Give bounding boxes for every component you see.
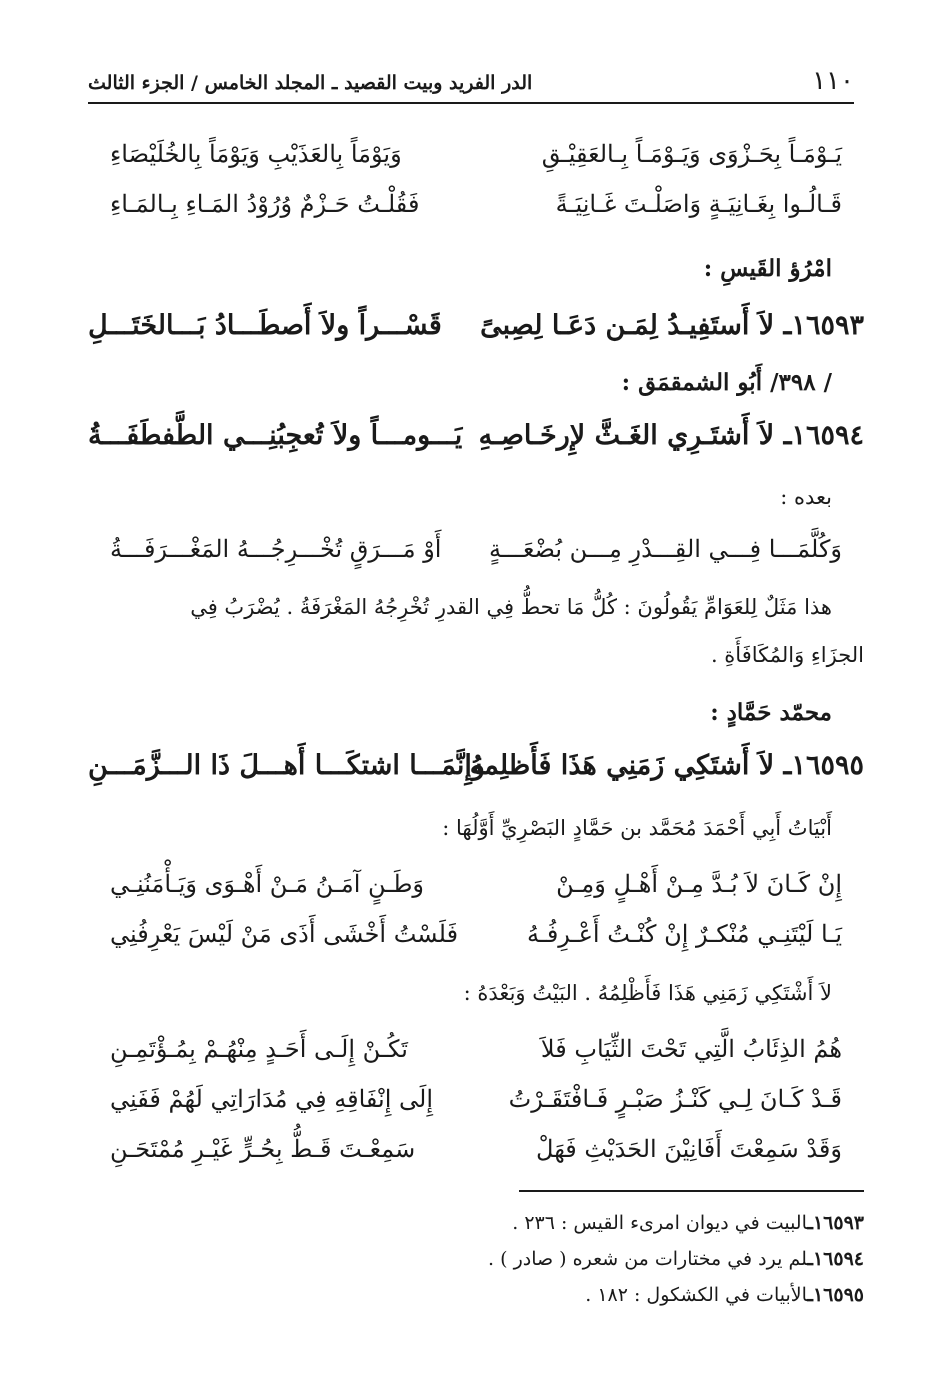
verse-first-hemistich: قَـالُـوا بِغَـانِيَـةٍ وَاصَلْـتَ غَـانِيَـةً [555, 190, 842, 218]
verse-second-hemistich: إِلَى إِنْفَاقِهِ فِي مُدَارَاتِي لَهُمْ فَفَنِي [110, 1085, 434, 1113]
after-label: بعده : [780, 485, 832, 509]
poet-name: محمّد حَمَّادٍ : [710, 699, 832, 726]
footnote [512, 1212, 864, 1234]
footnote [488, 1248, 864, 1270]
verse-first-hemistich: هُمُ الذِئَابُ الَّتِي تَحْتَ الثِّيَابِ فَلاَ [540, 1035, 842, 1063]
footnote-text: الأبيات في الكشكول : ١٨٢ . [585, 1284, 808, 1306]
verse-first-hemistich: وَقَدْ سَمِعْتَ أَفَانِيْنَ الحَدَيْثِ فَهَلْ [536, 1135, 842, 1163]
footnote-number: ١٦٥٩٥ـ [807, 1284, 864, 1306]
footnote [585, 1284, 864, 1306]
page-header [88, 66, 854, 104]
citation-line: لاَ أَشْتَكِي زَمَنِي هَذَا فَأَظْلِمُهُ . البَيْتُ وَبَعْدَهُ : [463, 981, 832, 1005]
verse-first-hemistich: قَـدْ كَـانَ لِـي كَنْـزُ صَبْـرٍ فَـافْتَقَـرْتُ [508, 1085, 842, 1113]
verse-line [110, 870, 842, 910]
verse-second-hemistich: يَـــومـــاً ولاَ تُعجِبُنِـــي الطَّفطَفَـــةُ [88, 420, 463, 451]
verse-second-hemistich: تَكُـنْ إِلَـى أَحَـدٍ مِنْهُـمْ بِمُـؤْتَمِـنِ [110, 1035, 408, 1063]
verse-first-hemistich: وَكُلَّمَـــا فِـــي القِـــدْرِ مِـــن بُضْعَـــةٍ [489, 535, 842, 563]
verse-first-hemistich: يَـوْمَـاً بِحَـزْوَى وَيَـوْمَـاً بِـالعَقِيْـقِ [541, 140, 842, 168]
footnote-text: البيت في ديوان امرىء القيس : ٢٣٦ . [512, 1212, 808, 1234]
verse-line [110, 140, 842, 180]
poet-name: / ٣٩٨/ أَبُو الشمقمَق : [621, 369, 832, 396]
verse-line [110, 535, 842, 575]
verse-16593 [88, 310, 864, 350]
verse-first-hemistich: ١٦٥٩٣ـ لاَ أَستَفِيـدُ لِمَـن دَعَـا لِصِبىً [480, 310, 864, 341]
verse-16595 [88, 750, 864, 790]
prose-line: هذا مَثَلٌ لِلعَوَامِّ يَقُولُونَ : كُلُّ مَا تحطُّ فِي القدرِ تُخْرِجُهُ المَغْرَفَةُ . يُضْرَبُ فِي [190, 595, 832, 619]
verse-second-hemistich: سَمِعْـتَ قَـطُّ بِحُـرٍّ غَيْـرِ مُمْتَحَـنِ [110, 1135, 416, 1163]
verse-second-hemistich: أَوْ مَـــرَقٍ تُخْـــرِجُـــهُ المَغْـــرَفَـــةُ [110, 535, 442, 563]
verse-first-hemistich: يَـا لَيْتَنِـي مُنْكـرٌ إِنْ كُنْـتُ أَعْـرِفُـهُ [526, 920, 842, 948]
verse-first-hemistich: إِنْ كَـانَ لاَ بُـدَّ مِـنْ أَهْـلٍ وَمِـنْ [556, 870, 842, 898]
footnote-number: ١٦٥٩٣ـ [807, 1212, 864, 1234]
footnote-text: لم يرد في مختارات من شعره ( صادر ) . [488, 1248, 808, 1270]
poet-name: امْرُؤ القَيسِ : [703, 255, 832, 282]
page-number: ١١٠ [812, 66, 854, 96]
verse-16594 [88, 420, 864, 460]
verse-line [110, 190, 842, 230]
verse-first-hemistich: ١٦٥٩٥ـ لاَ أَشتَكِي زَمَنِي هَذَا فَأَظلِمهُ [469, 750, 864, 781]
verse-second-hemistich: وَيَوْمَاً بِالعَذَيْبِ وَيَوْمَاً بِالخُلَيْصَاءِ [110, 140, 402, 168]
verse-first-hemistich: ١٦٥٩٤ـ لاَ أَشتَـرِي الغَـثَّ لإِرخَـاصِـهِ [478, 420, 864, 451]
verse-second-hemistich: وَطَـنٍ آمَـنُ مَـنْ أَهْـوَى وَيَـأْمَنُنِـي [110, 870, 425, 898]
intro-line: أَبْيَاتُ أَبِي أَحْمَدَ مُحَمَّد بن حَمَّادٍ البَصْرِيِّ أَوَّلُهَا : [442, 816, 832, 840]
footnote-number: ١٦٥٩٤ـ [807, 1248, 864, 1270]
prose-line: الجزَاءِ وَالمُكَافَأَةِ . [710, 643, 864, 667]
verse-second-hemistich: قَسْـــراً ولاَ أَصطَـــادُ بَـــالخَتَـــلِ [88, 310, 442, 341]
verse-line [110, 1035, 842, 1075]
verse-line [110, 920, 842, 960]
verse-line [110, 1135, 842, 1175]
verse-line [110, 1085, 842, 1125]
verse-second-hemistich: وإِنَّمَـــا اشتكَـــا أَهـــلَ ذَا الـــزَّمَـــنِ [88, 750, 485, 781]
footnote-separator [519, 1190, 864, 1192]
verse-second-hemistich: فَقُلْـتُ حَـزْمٌ وُرُوْدُ المَـاءِ بِـالمَـاءِ [110, 190, 420, 218]
verse-second-hemistich: فَلَسْتُ أَخْشَى أَذَى مَنْ لَيْسَ يَعْرِفُنِي [110, 920, 459, 948]
running-head: الدر الفريد وبيت القصيد ـ المجلد الخامس / الجزء الثالث [88, 72, 533, 94]
